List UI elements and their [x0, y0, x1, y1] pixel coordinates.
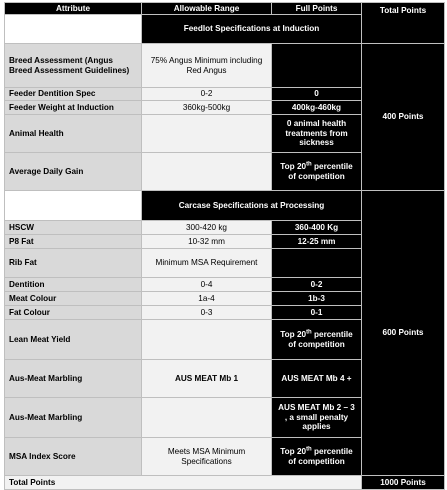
points-cell: 0 animal health treatments from sickness	[272, 115, 362, 153]
total-label: Total Points	[5, 476, 362, 490]
attribute-cell: Fat Colour	[5, 306, 142, 320]
attribute-cell: Feeder Weight at Induction	[5, 101, 142, 115]
carcase-section-row	[5, 191, 445, 221]
attribute-cell: Animal Health	[5, 115, 142, 153]
total-value: 1000 Points	[362, 476, 445, 490]
range-cell: 0-4	[142, 278, 272, 292]
points-cell: 360-400 Kg	[272, 221, 362, 235]
points-cell: 400kg-460kg	[272, 101, 362, 115]
table-row	[5, 44, 445, 88]
points-text-continued: percentile of competition	[288, 161, 353, 181]
attribute-cell: HSCW	[5, 221, 142, 235]
points-cell	[272, 438, 362, 476]
carcase-total-points: 600 Points	[362, 191, 445, 476]
points-cell: AUS MEAT Mb 2 – 3 , a small penalty applies	[272, 398, 362, 438]
range-cell: 1a-4	[142, 292, 272, 306]
specifications-table	[4, 2, 445, 490]
range-cell: 0-2	[142, 88, 272, 101]
range-cell: 75% Angus Minimum including Red Angus	[142, 44, 272, 88]
range-cell: Minimum MSA Requirement	[142, 249, 272, 278]
points-cell	[272, 153, 362, 191]
feedlot-section-blank	[5, 15, 142, 44]
points-superscript: th	[306, 445, 312, 452]
feedlot-section-title: Feedlot Specifications at Induction	[142, 15, 362, 44]
range-cell: AUS MEAT Mb 1	[142, 360, 272, 398]
range-cell: 0-3	[142, 306, 272, 320]
total-row	[5, 476, 445, 490]
header-full-points: Full Points	[272, 3, 362, 15]
attribute-cell: Meat Colour	[5, 292, 142, 306]
attribute-cell: Rib Fat	[5, 249, 142, 278]
header-allowable-range: Allowable Range	[142, 3, 272, 15]
attribute-cell: P8 Fat	[5, 235, 142, 249]
attribute-cell: Lean Meat Yield	[5, 320, 142, 360]
attribute-cell: Aus-Meat Marbling	[5, 398, 142, 438]
range-cell	[142, 115, 272, 153]
points-superscript: th	[306, 160, 312, 167]
range-cell: 360kg-500kg	[142, 101, 272, 115]
header-total-points: Total Points	[362, 3, 445, 44]
points-cell: 1b-3	[272, 292, 362, 306]
points-cell	[272, 249, 362, 278]
points-text-continued: percentile of competition	[288, 329, 353, 349]
points-text: Top 20	[280, 329, 307, 339]
points-cell: 0	[272, 88, 362, 101]
range-cell: 300-420 kg	[142, 221, 272, 235]
range-cell	[142, 153, 272, 191]
points-cell	[272, 320, 362, 360]
points-cell	[272, 44, 362, 88]
points-text-continued: percentile of competition	[288, 446, 353, 466]
points-cell: 0-1	[272, 306, 362, 320]
points-text: Top 20	[280, 161, 307, 171]
range-cell: 10-32 mm	[142, 235, 272, 249]
carcase-section-title: Carcase Specifications at Processing	[142, 191, 362, 221]
attribute-cell: MSA Index Score	[5, 438, 142, 476]
header-row	[5, 3, 445, 15]
points-cell: 12-25 mm	[272, 235, 362, 249]
points-superscript: th	[306, 328, 312, 335]
attribute-cell: Breed Assessment (Angus Breed Assessment Guidelines)	[5, 44, 142, 88]
attribute-cell: Feeder Dentition Spec	[5, 88, 142, 101]
attribute-cell: Average Daily Gain	[5, 153, 142, 191]
attribute-cell: Aus-Meat Marbling	[5, 360, 142, 398]
points-text: Top 20	[280, 446, 307, 456]
carcase-section-blank	[5, 191, 142, 221]
attribute-cell: Dentition	[5, 278, 142, 292]
feedlot-total-points: 400 Points	[362, 44, 445, 191]
header-attribute: Attribute	[5, 3, 142, 15]
range-cell	[142, 398, 272, 438]
points-cell: AUS MEAT Mb 4 +	[272, 360, 362, 398]
range-cell	[142, 320, 272, 360]
range-cell: Meets MSA Minimum Specifications	[142, 438, 272, 476]
points-cell: 0-2	[272, 278, 362, 292]
